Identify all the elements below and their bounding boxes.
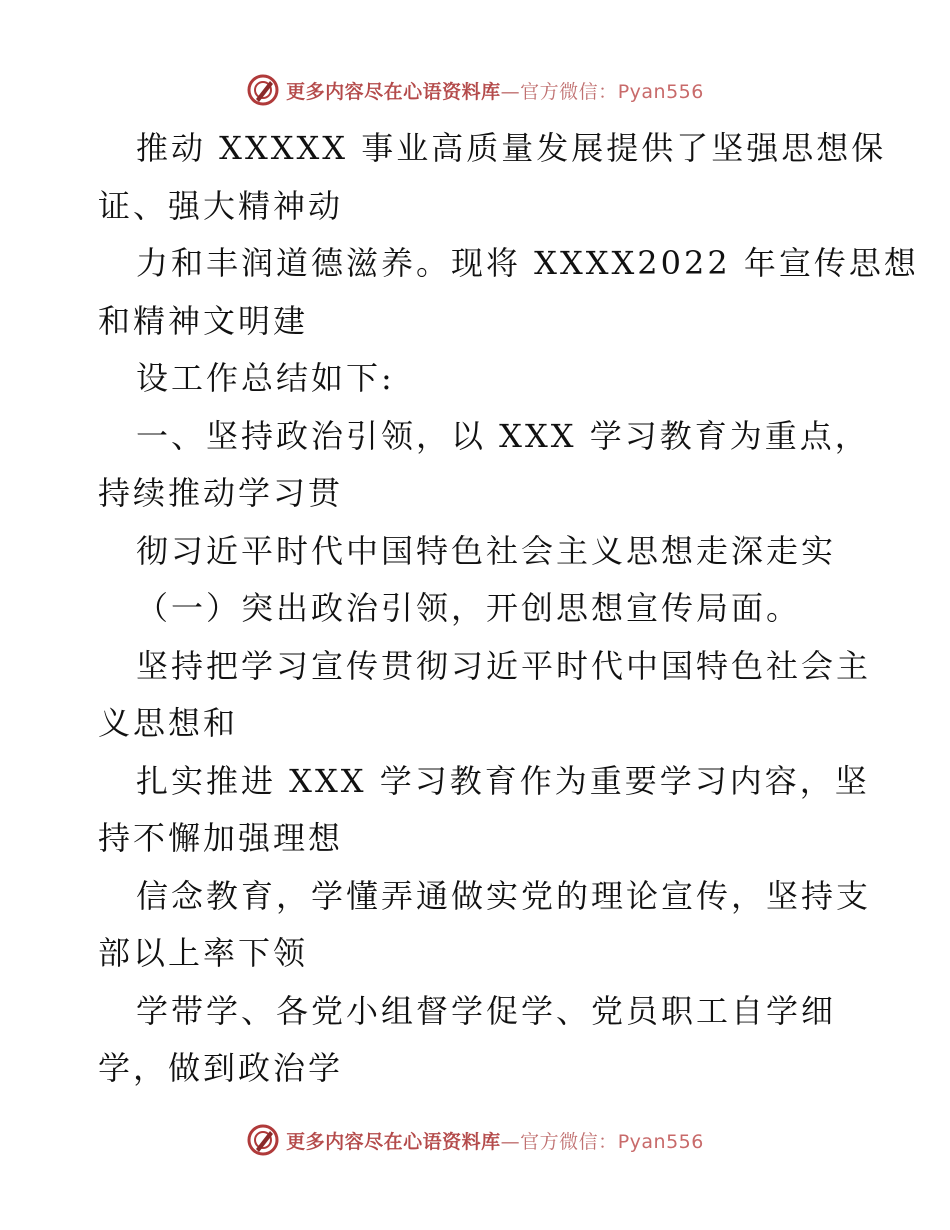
text-line: 设工作总结如下: [136, 359, 395, 397]
watermark-text [286, 1127, 704, 1154]
text-line: 扎实推进 XXX 学习教育作为重要学习内容，坚 [136, 761, 870, 800]
watermark-id: Pyan556 [617, 80, 704, 103]
watermark-brand: 更多内容尽在心语资料库 [286, 80, 501, 103]
watermark-brand: 更多内容尽在心语资料库 [286, 1130, 501, 1153]
section-heading: 一、坚持政治引领，以 XXX 学习教育为重点， [136, 416, 870, 455]
text-line: 推动 XXXXX 事业高质量发展提供了坚强思想保 [136, 129, 887, 167]
watermark-channel: 官方微信： [520, 80, 618, 103]
text-line: 学带学、各党小组督学促学、党员职工自学细 [136, 991, 837, 1030]
pen-circle-logo-icon [246, 1123, 280, 1157]
text-line: 信念教育，学懂弄通做实党的理论宣传，坚持支 [136, 876, 872, 915]
text-line: 彻习近平时代中国特色社会主义思想走深走实 [136, 531, 837, 570]
text-line: 持不懈加强理想 [98, 819, 344, 857]
footer-watermark [0, 1120, 950, 1160]
pen-circle-logo-icon [246, 73, 280, 107]
header-watermark [0, 70, 950, 110]
watermark-dash: — [500, 1130, 521, 1153]
watermark-id: Pyan556 [617, 1130, 704, 1153]
text-line: 证、强大精神动 [98, 186, 344, 225]
watermark-dash: — [500, 80, 521, 103]
watermark-text [286, 77, 704, 104]
text-line: 和精神文明建 [98, 301, 309, 340]
text-line: 坚持把学习宣传贯彻习近平时代中国特色社会主 [136, 646, 872, 685]
subsection-heading: （一）突出政治引领，开创思想宣传局面。 [136, 589, 802, 627]
text-line: 学，做到政治学 [98, 1049, 344, 1087]
text-line: 持续推动学习贯 [98, 474, 344, 512]
watermark-channel: 官方微信： [520, 1130, 618, 1153]
text-line: 部以上率下领 [98, 934, 309, 972]
text-line: 力和丰润道德滋养。现将 XXXX2022 年宣传思想 [136, 244, 919, 282]
document-body [98, 120, 919, 1098]
text-line: 义思想和 [98, 704, 239, 742]
